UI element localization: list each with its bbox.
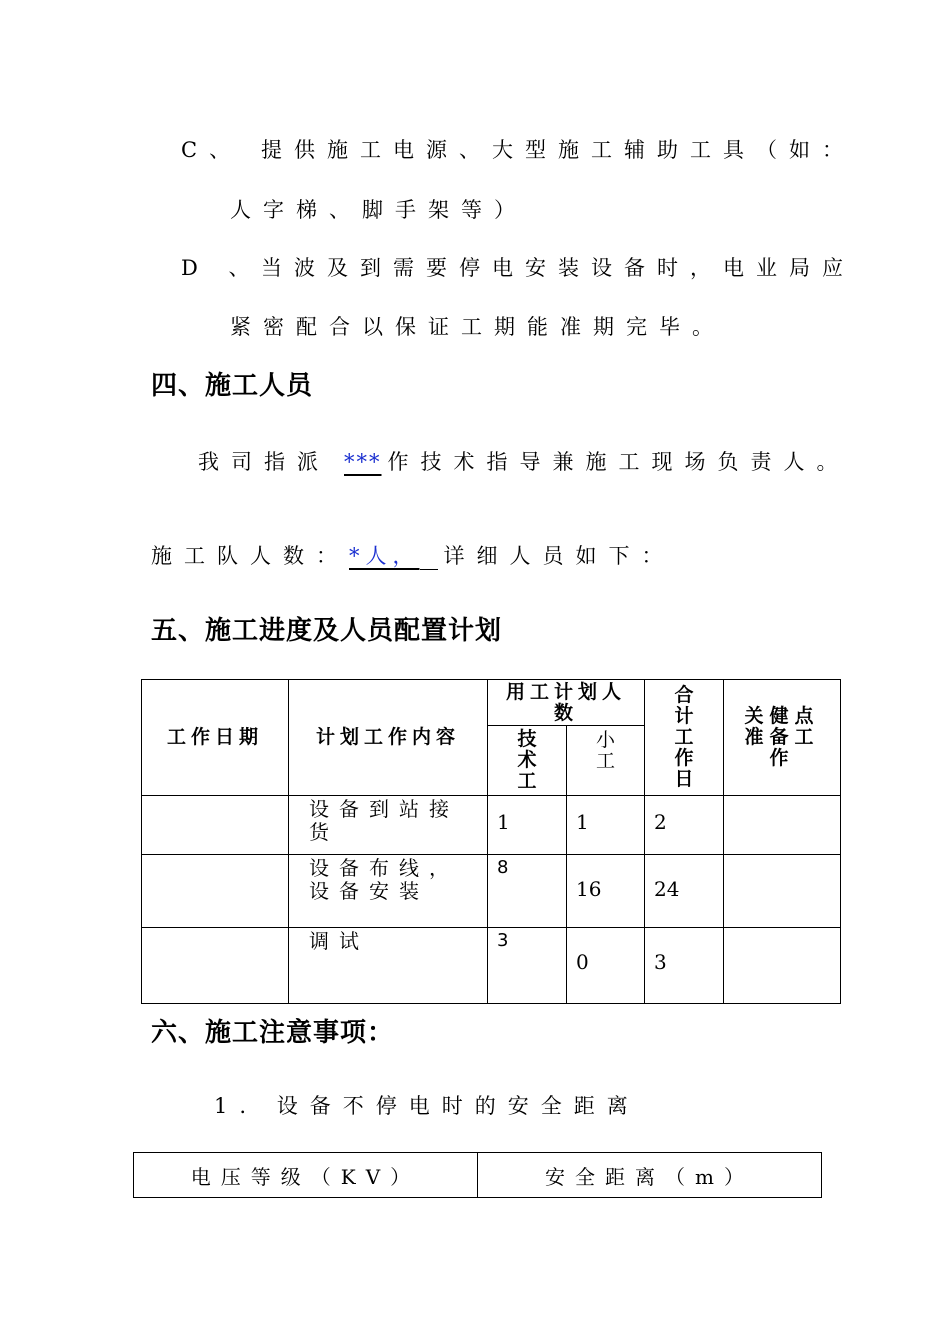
team-line [151,540,675,570]
safety-distance-table [133,1152,822,1198]
row1-key [724,796,841,855]
row3-date [142,928,289,1004]
header-plan-content [289,680,488,796]
section6-item1: 1. 设备不停电时的安全距离 [214,1094,640,1118]
header-laborer-text: 小工 [595,729,615,772]
header-key-prep [724,680,841,796]
row2-content [289,855,488,928]
item-c-marker: C、 [181,138,243,162]
section6-heading: 六、施工注意事项： [151,1018,395,1048]
item-d-line2: 紧密配合以保证工期能准期完毕。 [230,315,725,339]
table-row [142,928,841,1004]
row1-date [142,796,289,855]
row2-key [724,855,841,928]
header-voltage-level: 电压等级（KV） [134,1153,478,1198]
table-row [142,796,841,855]
row2-total: 24 [645,855,724,928]
row2-tech: 8 [488,855,567,928]
item-c-line2: 人字梯、脚手架等） [230,198,527,222]
row1-labor: 1 [567,796,645,855]
row3-content-text: 调试 [309,929,369,953]
team-prefix: 施工队人数： [151,544,349,568]
row3-labor: 0 [567,928,645,1004]
header-labor-plan [488,680,645,726]
header-skilled-worker [488,726,567,796]
row1-total: 2 [645,796,724,855]
assign-line [198,446,850,476]
header-key-prep-text: 关健点准备工作 [744,705,820,769]
item-c-line1: 提供施工电源、大型施工辅助工具（如： [261,138,855,162]
row1-content [289,796,488,855]
schedule-table [141,679,841,1004]
row3-tech: 3 [488,928,567,1004]
assign-name: *** [344,450,382,474]
header-safety-distance: 安全距离（m） [478,1153,822,1198]
header-laborer [567,726,645,796]
header-work-date: 工作日期 [142,680,289,796]
item-d-line1: 当波及到需要停电安装设备时，电业局应 [261,256,855,280]
table-row [142,855,841,928]
row3-total: 3 [645,928,724,1004]
row2-date [142,855,289,928]
row3-content [289,928,488,1004]
header-plan-content-text: 计划工作内容 [315,726,460,748]
row1-tech: 1 [488,796,567,855]
header-labor-plan-text: 用工计划人数 [506,680,627,724]
section5-heading: 五、施工进度及人员配置计划 [151,616,503,646]
section4-heading: 四、施工人员 [151,371,314,401]
assign-suffix: 作技术指导兼施工现场负责人。 [387,450,850,474]
header-total-days [645,680,724,796]
header-total-days-text: 合计工作日 [674,684,694,790]
row1-content-text: 设备到站接货 [309,797,459,844]
team-blank [420,545,438,570]
row2-labor: 16 [567,855,645,928]
row3-key [724,928,841,1004]
row2-content-text: 设备布线，设备安装 [309,856,459,903]
team-suffix: 详细人员如下： [443,544,675,568]
assign-prefix: 我司指派 [198,450,330,474]
item-d-marker: D 、 [181,256,262,280]
header-skilled-worker-text: 技术工 [517,728,537,792]
team-count: *人， [349,544,420,568]
